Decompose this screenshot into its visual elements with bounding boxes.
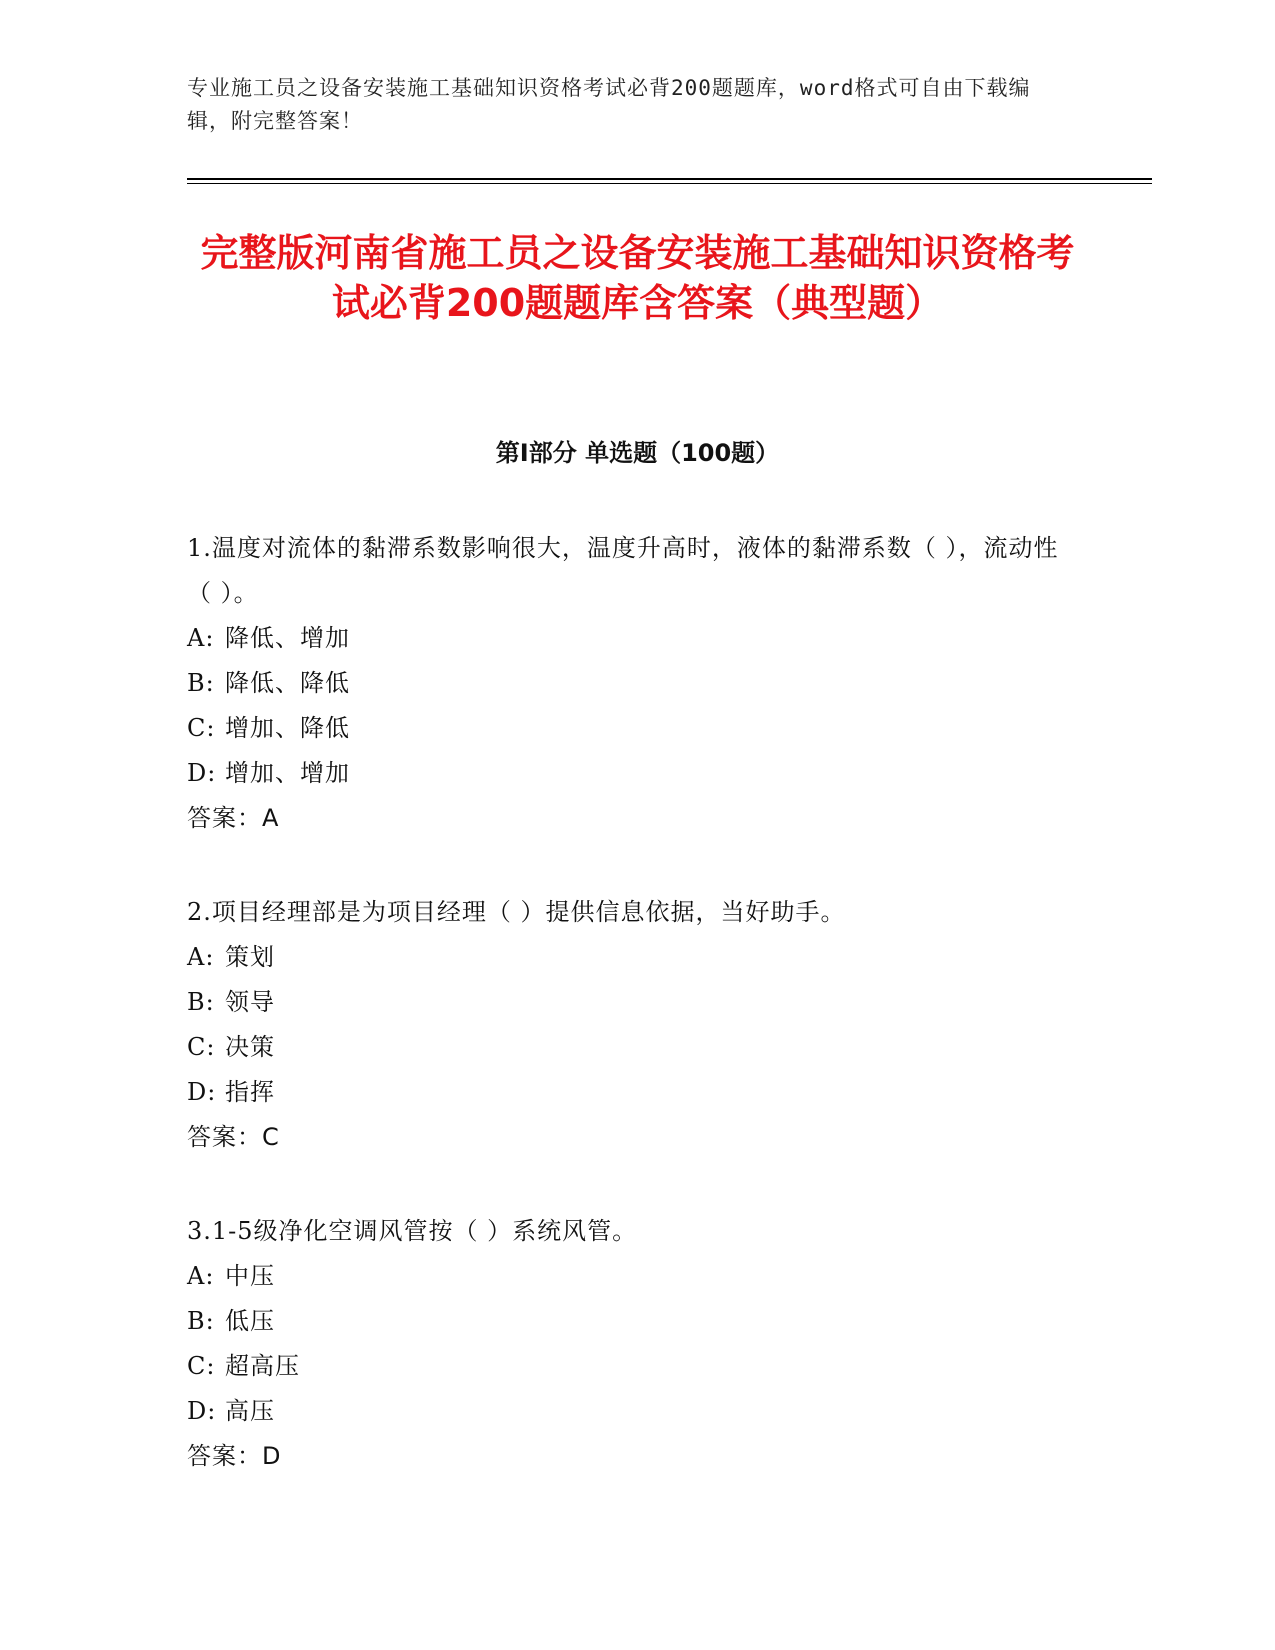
option-letter: A: [187, 624, 215, 652]
option-letter: D: [187, 1078, 217, 1106]
option-d [187, 1389, 1067, 1434]
option-c [187, 706, 1067, 751]
question-3 [187, 1209, 1067, 1479]
header-note: 专业施工员之设备安装施工基础知识资格考试必背200题题库，word格式可自由下载编辑，附完整答案！ [187, 76, 1031, 133]
option-text: 策划 [225, 943, 275, 971]
answer-line: 答案：A [187, 804, 280, 832]
option-a [187, 1254, 1067, 1299]
question-stem: 1.温度对流体的黏滞系数影响很大，温度升高时，液体的黏滞系数（ ），流动性（ ）。 [187, 534, 1059, 607]
option-text: 决策 [225, 1033, 275, 1061]
option-text: 超高压 [225, 1352, 300, 1380]
option-letter: C: [187, 1033, 216, 1061]
option-b [187, 980, 1067, 1025]
option-c [187, 1025, 1067, 1070]
option-text: 低压 [225, 1307, 275, 1335]
header-divider-thick [187, 178, 1152, 180]
option-d [187, 751, 1067, 796]
option-letter: D: [187, 759, 217, 787]
option-d [187, 1070, 1067, 1115]
option-a [187, 935, 1067, 980]
option-text: 降低、增加 [225, 624, 350, 652]
question-stem: 2.项目经理部是为项目经理（ ）提供信息依据，当好助手。 [187, 898, 846, 926]
option-text: 降低、降低 [225, 669, 350, 697]
option-text: 中压 [225, 1262, 275, 1290]
option-letter: B: [187, 669, 215, 697]
document-title: 完整版河南省施工员之设备安装施工基础知识资格考试必背200题题库含答案（典型题） [200, 231, 1075, 325]
option-letter: A: [187, 1262, 215, 1290]
option-b [187, 661, 1067, 706]
option-b [187, 1299, 1067, 1344]
option-letter: C: [187, 714, 216, 742]
answer-line: 答案：D [187, 1442, 282, 1470]
option-text: 增加、增加 [225, 759, 350, 787]
header-divider-thin [187, 183, 1152, 184]
option-letter: B: [187, 1307, 215, 1335]
question-stem: 3.1-5级净化空调风管按（ ）系统风管。 [187, 1217, 638, 1245]
answer-line: 答案：C [187, 1123, 280, 1151]
option-letter: D: [187, 1397, 217, 1425]
option-text: 指挥 [225, 1078, 275, 1106]
option-letter: B: [187, 988, 215, 1016]
option-letter: A: [187, 943, 215, 971]
option-text: 增加、降低 [225, 714, 350, 742]
option-c [187, 1344, 1067, 1389]
question-2 [187, 890, 1067, 1160]
section-heading: 第I部分 单选题（100题） [495, 439, 780, 467]
option-text: 高压 [225, 1397, 275, 1425]
option-a [187, 616, 1067, 661]
option-letter: C: [187, 1352, 216, 1380]
question-list [187, 526, 1067, 1528]
option-text: 领导 [225, 988, 275, 1016]
question-1 [187, 526, 1067, 841]
